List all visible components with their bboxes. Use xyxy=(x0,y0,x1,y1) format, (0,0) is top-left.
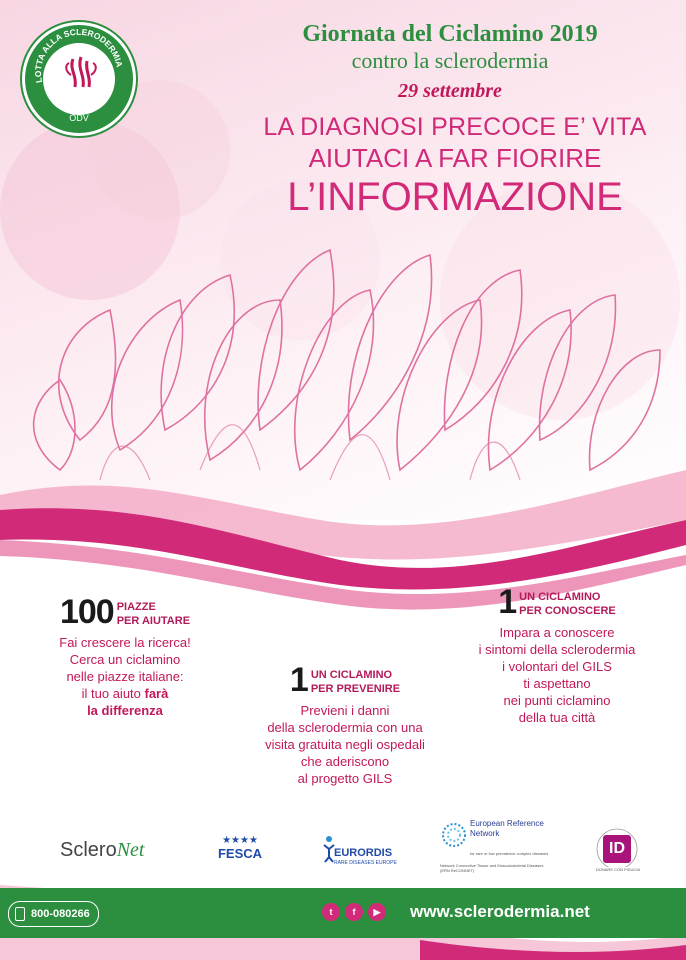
event-subtitle: contro la sclerodermia xyxy=(351,48,549,73)
piazze-label xyxy=(117,600,190,628)
conoscere-text-line: nei punti ciclamino xyxy=(503,693,611,708)
block-conoscere xyxy=(462,583,652,726)
scleronet-a: Sclero xyxy=(60,839,117,861)
svg-text:LOTTA ALLA SCLERODERMIA xyxy=(33,27,125,84)
scleronet-logo xyxy=(60,839,144,862)
conoscere-label2: PER CONOSCERE xyxy=(519,605,616,617)
stars-icon: ★★★★ xyxy=(222,835,258,846)
phone-number: 800-080266 xyxy=(31,908,90,920)
id-mark: ID xyxy=(603,835,631,863)
piazze-text-line: Cerca un ciclamino xyxy=(69,652,181,667)
conoscere-text-line: i volontari del GILS xyxy=(502,659,612,674)
piazze-text-line: Fai crescere la ricerca! xyxy=(59,635,191,650)
event-title: Giornata del Ciclamino 2019 xyxy=(302,21,598,47)
prevenire-label2: PER PREVENIRE xyxy=(310,683,401,695)
piazze-text-line xyxy=(30,685,220,702)
conoscere-text-line: ti aspettano xyxy=(523,676,591,691)
prevenire-label xyxy=(311,668,400,696)
headline-line1: LA DIAGNOSI PRECOCE E’ VITA xyxy=(263,113,647,141)
block-prevenire-heading xyxy=(245,661,445,699)
headline-line3: L’INFORMAZIONE xyxy=(287,175,623,219)
ern-title: European Reference Network xyxy=(470,819,544,838)
block-piazze-heading xyxy=(30,593,220,631)
twitter-icon[interactable]: t xyxy=(322,903,340,921)
logo-name: GILS xyxy=(59,95,99,112)
ern-dots-icon xyxy=(440,821,468,849)
fesca-name: FESCA xyxy=(217,846,263,861)
prevenire-text-line: Previeni i danni xyxy=(300,703,390,718)
website-link[interactable]: www.sclerodermia.net xyxy=(410,902,590,921)
footer-bar xyxy=(0,888,686,938)
piazze-label1: PIAZZE xyxy=(116,601,156,613)
ern-logo xyxy=(440,819,560,885)
partner-logos xyxy=(0,815,686,885)
eurordis-name: EURORDIS xyxy=(334,847,393,859)
event-date: 29 settembre xyxy=(398,80,502,102)
istituto-donazione-logo xyxy=(588,825,648,877)
youtube-icon[interactable]: ▶ xyxy=(368,903,386,921)
id-sub: DONARE CON FIDUCIA xyxy=(595,867,641,872)
scleronet-b: Net xyxy=(116,839,145,861)
ern-subtitle: for rare or low prevalence complex diseases xyxy=(470,851,549,856)
piazze-label2: PER AIUTARE xyxy=(116,615,191,627)
conoscere-label1: UN CICLAMINO xyxy=(519,591,601,603)
eurordis-sub: RARE DISEASES EUROPE xyxy=(334,860,397,866)
title-block xyxy=(240,20,660,106)
logo-ring-label: LOTTA ALLA SCLERODERMIA xyxy=(32,26,125,84)
phone-icon xyxy=(15,907,25,921)
fesca-logo xyxy=(210,835,270,861)
headline-line2: AIUTACI A FAR FIORIRE xyxy=(308,143,602,173)
conoscere-text-line: Impara a conoscere xyxy=(499,625,615,640)
ern-network: Network Connective Tissue and Musculoskeletal Diseases (ERN ReCONNET) xyxy=(440,863,544,873)
prevenire-text-line: al progetto GILS xyxy=(297,771,393,786)
block-conoscere-heading xyxy=(462,583,652,621)
piazze-bold-line: la differenza xyxy=(87,703,163,718)
eurordis-logo xyxy=(322,833,402,868)
phone-badge[interactable] xyxy=(8,901,99,927)
piazze-bold-word: farà xyxy=(144,686,169,701)
piazze-text-part: il tuo aiuto xyxy=(81,686,145,701)
prevenire-text-line: visita gratuita negli ospedali xyxy=(265,737,425,752)
prevenire-label1: UN CICLAMINO xyxy=(310,669,393,681)
headline xyxy=(240,112,670,220)
piazze-text-line: nelle piazze italiane: xyxy=(66,669,184,684)
social-icons xyxy=(322,903,386,921)
gils-logo xyxy=(22,22,136,136)
conoscere-number: 1 xyxy=(498,583,517,621)
prevenire-text-line: che aderiscono xyxy=(300,754,390,769)
block-piazze xyxy=(30,593,220,719)
conoscere-text-line: i sintomi della sclerodermia xyxy=(478,642,636,657)
piazze-number: 100 xyxy=(59,593,114,631)
block-prevenire xyxy=(245,661,445,787)
conoscere-label xyxy=(519,590,616,618)
prevenire-text-line: della sclerodermia con una xyxy=(267,720,423,735)
logo-suffix: ODV xyxy=(69,113,89,123)
prevenire-number: 1 xyxy=(289,661,308,699)
facebook-icon[interactable]: f xyxy=(345,903,363,921)
conoscere-text-line: della tua città xyxy=(518,710,596,725)
